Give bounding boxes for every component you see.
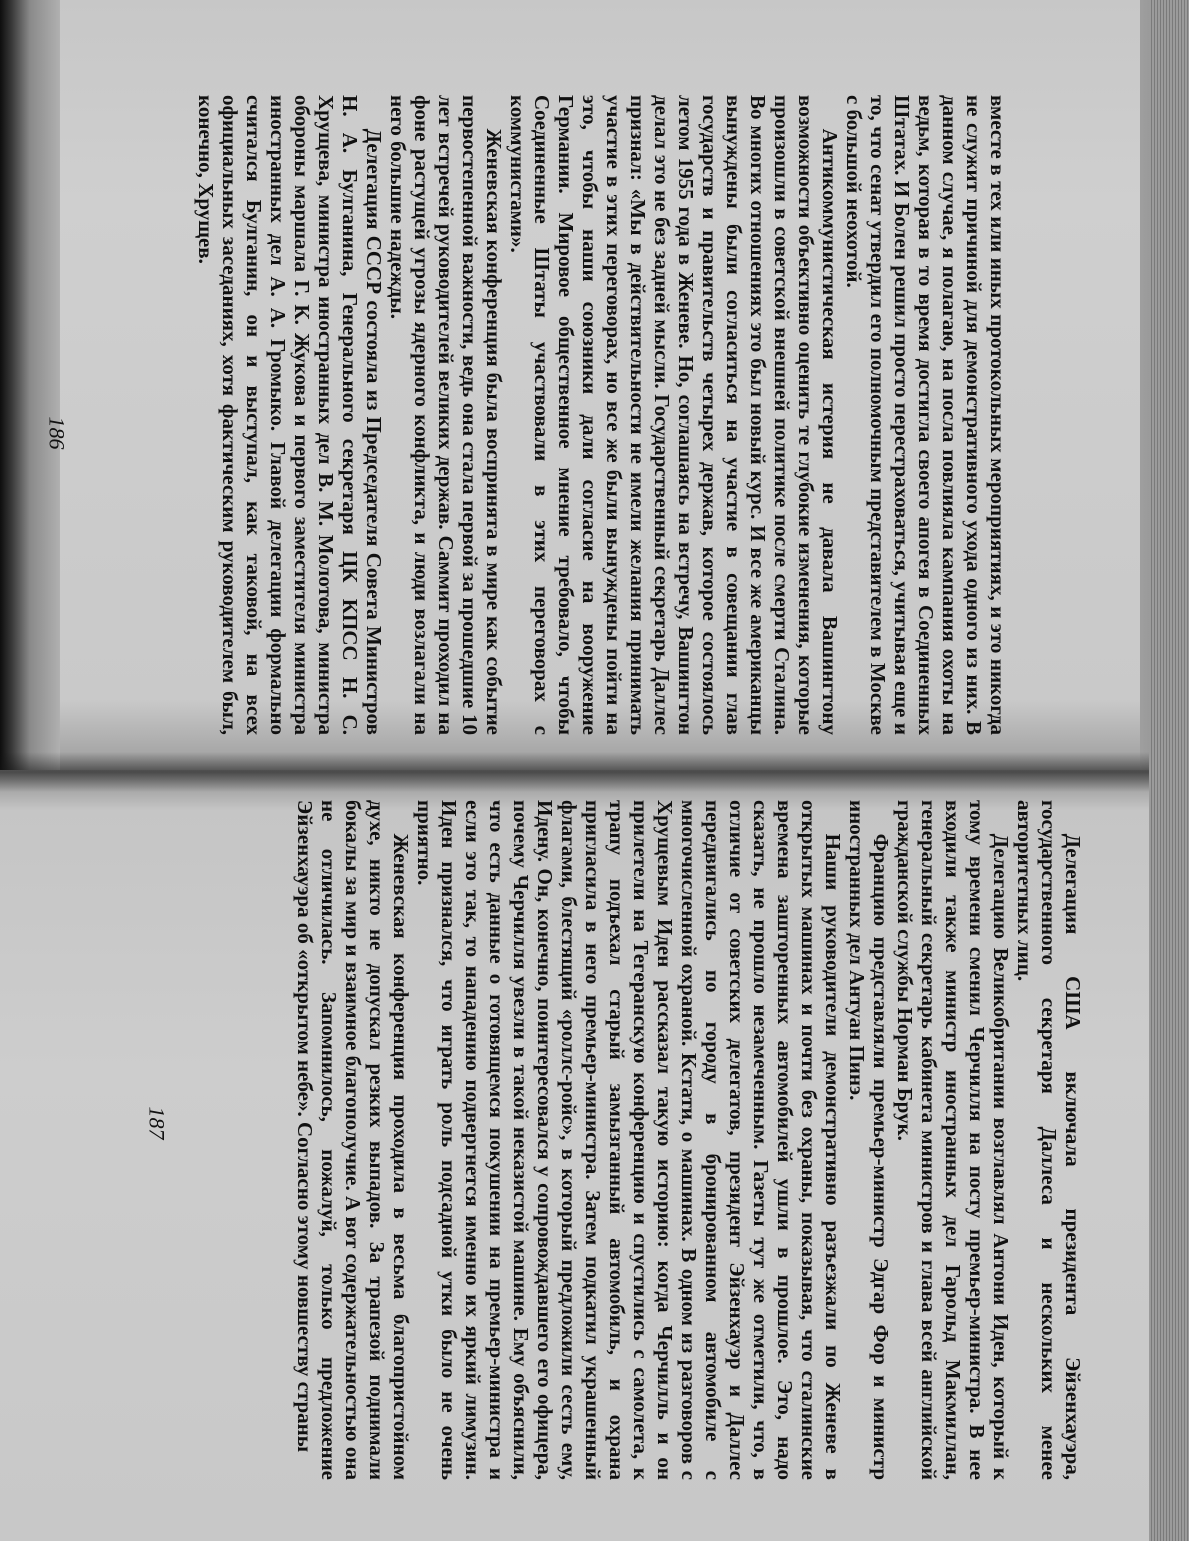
page-187-text xyxy=(110,800,1085,1480)
page-edges xyxy=(1149,0,1189,1541)
paragraph: Францию представляли премьер-министр Эдгар Фор и министр иностранных дел Антуан Пинэ. xyxy=(845,800,893,1480)
page-number-right: 187 xyxy=(144,1106,170,1140)
page-186-text xyxy=(194,95,1010,735)
paragraph: вместе в тех или иных протокольных мероприятиях, и это никогда не служит причиной для демонстративного ухода одного из них. В данном случае, я полагаю, на посла повлияла кампания охоты на ведьм, которая в то время достигла своего апогея в Соединенных Штатах. И Болен решил просто перестраховаться, учитывая еще и то, что сенат утвердил его полномочным представителем в Москве с большой неохотой. xyxy=(842,95,1010,735)
paragraph: Делегацию Великобритании возглавлял Антони Иден, который к тому времени сменил Черчилля на посту премьер-министра. В нее входили также министр иностранных дел Гарольд Макмиллан, генеральный секретарь кабинета министров и глава всей английской гражданской службы Норман Брук. xyxy=(893,800,1013,1480)
paragraph: Женевская конференция проходила в весьма благопристойном духе, никто не допускал резких выпадов. За трапезой поднимали бокалы за мир и взаимное благополучие. А вот содержательностью она не отличилась. Запомнилось, пожалуй, только предложение Эйзенхауэра об «открытом небе». Согласно этому новшеству страны xyxy=(293,800,413,1480)
book-gutter xyxy=(0,752,1189,792)
page-number-left: 186 xyxy=(44,416,70,450)
paragraph: Наши руководители демонстративно разъезжали по Женеве в открытых машинах и почти без охраны, показывая, что сталинские времена зашторенных автомобилей ушли в прошлое. Это, надо сказать, не прошло незамеченным. Газеты тут же отметили, что, в отличие от советских делегатов, президент Эйзенхауэр и Даллес передвигались по городу в бронированном автомобиле с многочисленной охраной. Кстати, о машинах. В одном из разговоров с Хрущевым Иден рассказал такую историю: когда Черчилль и он прилетели на Тегеранскую конференцию и спустились с самолета, к трапу подъехал старый замызганный автомобиль, и охрана пригласила в него премьер-министра. Затем подкатил украшенный флагами, блестящий «роллс-ройс», в который предложили сесть ему, Идену. Он, конечно, поинтересовался у сопровождавшего его офицера, почему Черчилля увезли в такой неказистой машине. Ему объяснили, что есть данные о готовящемся покушении на премьер-министра и если это так, то нападению подвергнется именно их яркий лимузин. Иден признался, что играть роль подсадной утки было не очень приятно. xyxy=(413,800,845,1480)
paragraph: Делегация СССР состояла из Председателя Совета Министров Н. А. Булганина, Генерального секретаря ЦК КПСС Н. С. Хрущева, министра иностранных дел В. М. Молотова, министра обороны маршала Г. К. Жукова и первого заместителя министра иностранных дел А. А. Громыко. Главой делегации формально считался Булганин, он и выступал, как таковой, на всех официальных заседаниях, хотя фактическим руководителем был, конечно, Хрущев. xyxy=(194,95,386,735)
paragraph: Женевская конференция была воспринята в мире как событие первостепенной важности, ведь она стала первой за прошедшие 10 лет встречей руководителей великих держав. Саммит проходил на фоне растущей угрозы ядерного конфликта, и люди возлагали на него большие надежды. xyxy=(386,95,506,735)
paragraph: Делегация США включала президента Эйзенхауэра, государственного секретаря Даллеса и нескольких менее авторитетных лиц. xyxy=(1013,800,1085,1480)
paragraph: Антикоммунистическая истерия не давала Вашингтону возможности объективно оценить те глубокие изменения, которые произошли в советской внешней политике после смерти Сталина. Во многих отношениях это был новый курс. И все же американцы вынуждены были согласиться на участие в совещании глав государств и правительств четырех держав, которое состоялось летом 1955 года в Женеве. Но, соглашаясь на встречу, Вашингтон делал это не без задней мысли. Государственный секретарь Даллес признал: «Мы в действительности не имели желания принимать участие в этих переговорах, но все же были вынуждены пойти на это, чтобы наши союзники дали согласие на вооружение Германии. Мировое общественное мнение требовало, чтобы Соединенные Штаты участвовали в этих переговорах с коммунистами». xyxy=(506,95,842,735)
